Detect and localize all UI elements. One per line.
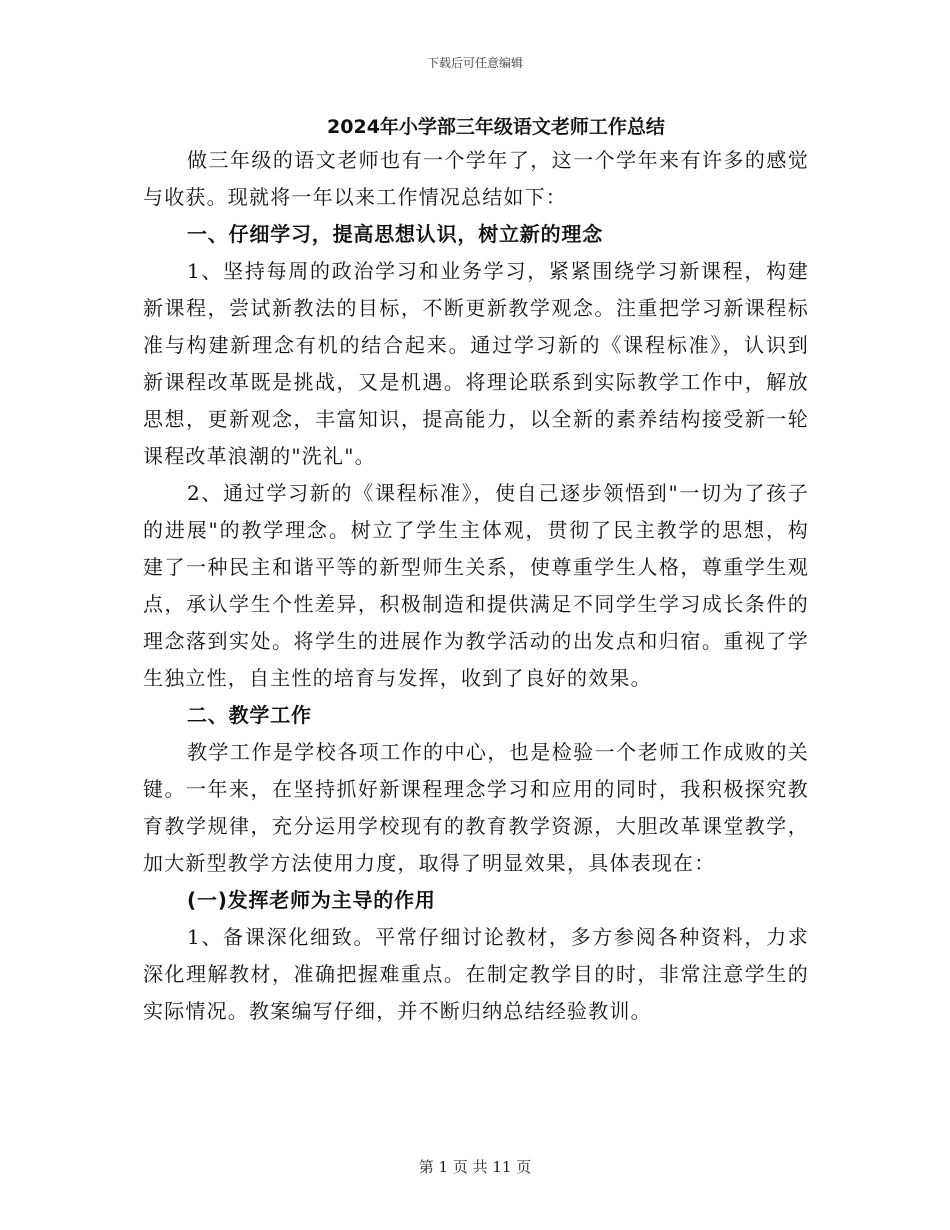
section-2-heading: 二、教学工作 [187, 703, 312, 727]
section-2-paragraph-1: 教学工作是学校各项工作的中心，也是检验一个老师工作成败的关键。一年来，在坚持抓好新课程理念学习和应用的同时，我积极探究教育教学规律，充分运用学校现有的教育教学资源，大胆改革课堂教学，加大新型教学方法使用力度，取得了明显效果，具体表现在： [143, 740, 809, 875]
section-1-heading: 一、仔细学习，提高思想认识，树立新的理念 [187, 222, 603, 246]
document-body [143, 112, 809, 1030]
section-1-paragraph-1: 1、坚持每周的政治学习和业务学习，紧紧围绕学习新课程，构建新课程，尝试新教法的目标，不断更新教学观念。注重把学习新课程标准与构建新理念有机的结合起来。通过学习新的《课程标准》，认识到新课程改革既是挑战，又是机遇。将理论联系到实际教学工作中，解放思想，更新观念，丰富知识，提高能力，以全新的素养结构接受新一轮课程改革浪潮的"洗礼"。 [143, 259, 809, 468]
section-1-paragraph-2: 2、通过学习新的《课程标准》，使自己逐步领悟到"一切为了孩子的进展"的教学理念。树立了学生主体观，贯彻了民主教学的思想，构建了一种民主和谐平等的新型师生关系，使尊重学生人格，尊重学生观点，承认学生个性差异，积极制造和提供满足不同学生学习成长条件的理念落到实处。将学生的进展作为教学活动的出发点和归宿。重视了学生独立性，自主性的培育与发挥，收到了良好的效果。 [143, 481, 809, 690]
document-title: 2024年小学部三年级语文老师工作总结 [327, 116, 665, 138]
page-number-footer: 第 1 页 共 11 页 [418, 1158, 532, 1176]
section-2-paragraph-2: 1、备课深化细致。平常仔细讨论教材，多方参阅各种资料，力求深化理解教材，准确把握难重点。在制定教学目的时，非常注意学生的实际情况。教案编写仔细，并不断归纳总结经验教训。 [143, 925, 809, 1023]
section-2-subheading: (一)发挥老师为主导的作用 [187, 888, 436, 912]
intro-paragraph: 做三年级的语文老师也有一个学年了，这一个学年来有许多的感觉与收获。现就将一年以来工作情况总结如下： [143, 148, 809, 209]
header-note: 下载后可任意编辑 [426, 56, 523, 70]
